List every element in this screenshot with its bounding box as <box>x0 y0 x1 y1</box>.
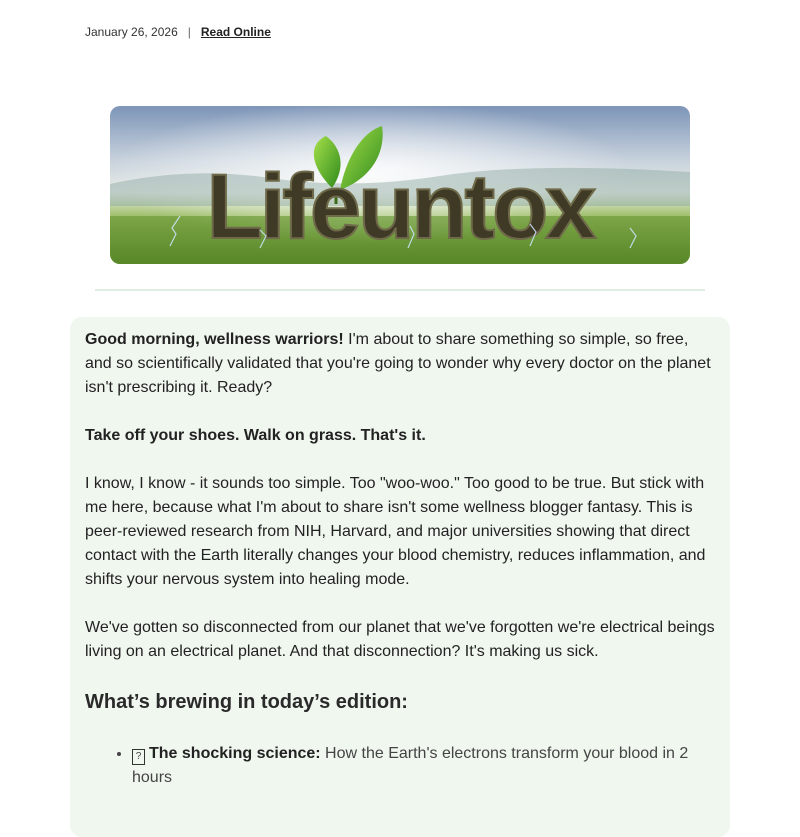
banner-image <box>110 106 690 264</box>
greeting: Good morning, wellness warriors! <box>85 331 344 348</box>
email-header <box>85 25 271 39</box>
banner-logo-text: Lifeuntox <box>206 156 594 258</box>
hero-banner <box>110 106 690 264</box>
intro-text: I'm about to share something so simple, so free, and so scientifically validated that you're going to wonder why every doctor on the planet isn't prescribing it. Ready? <box>85 331 711 396</box>
newsletter-body <box>85 328 715 790</box>
paragraph-science: I know, I know - it sounds too simple. Too "woo-woo." Too good to be true. But stick with me here, because what I'm about to share isn't some wellness blogger fantasy. This is peer-reviewed research from NIH, Harvard, and major universities showing that direct contact with the Earth literally changes your blood chemistry, reduces inflammation, and shifts your nervous system into healing mode. <box>85 475 706 588</box>
list-item <box>132 742 715 790</box>
read-online-link[interactable]: Read Online <box>200 25 271 39</box>
paragraph-disconnection: We've gotten so disconnected from our planet that we've forgotten we're electrical beings living on an electrical planet. And that disconnection? It's making us sick. <box>85 619 715 660</box>
issue-date: January 26, 2026 <box>85 25 178 39</box>
intro-paragraph <box>85 328 715 400</box>
header-separator: | <box>187 25 191 39</box>
item-label: The shocking science: <box>149 745 321 762</box>
headline: Take off your shoes. Walk on grass. That's it. <box>85 427 426 444</box>
missing-glyph-icon: ? <box>132 749 145 765</box>
section-divider <box>95 289 705 291</box>
edition-list <box>85 742 715 790</box>
section-title: What’s brewing in today’s edition: <box>85 691 408 713</box>
item-text: How the Earth's electrons transform your blood in 2 hours <box>132 745 689 786</box>
